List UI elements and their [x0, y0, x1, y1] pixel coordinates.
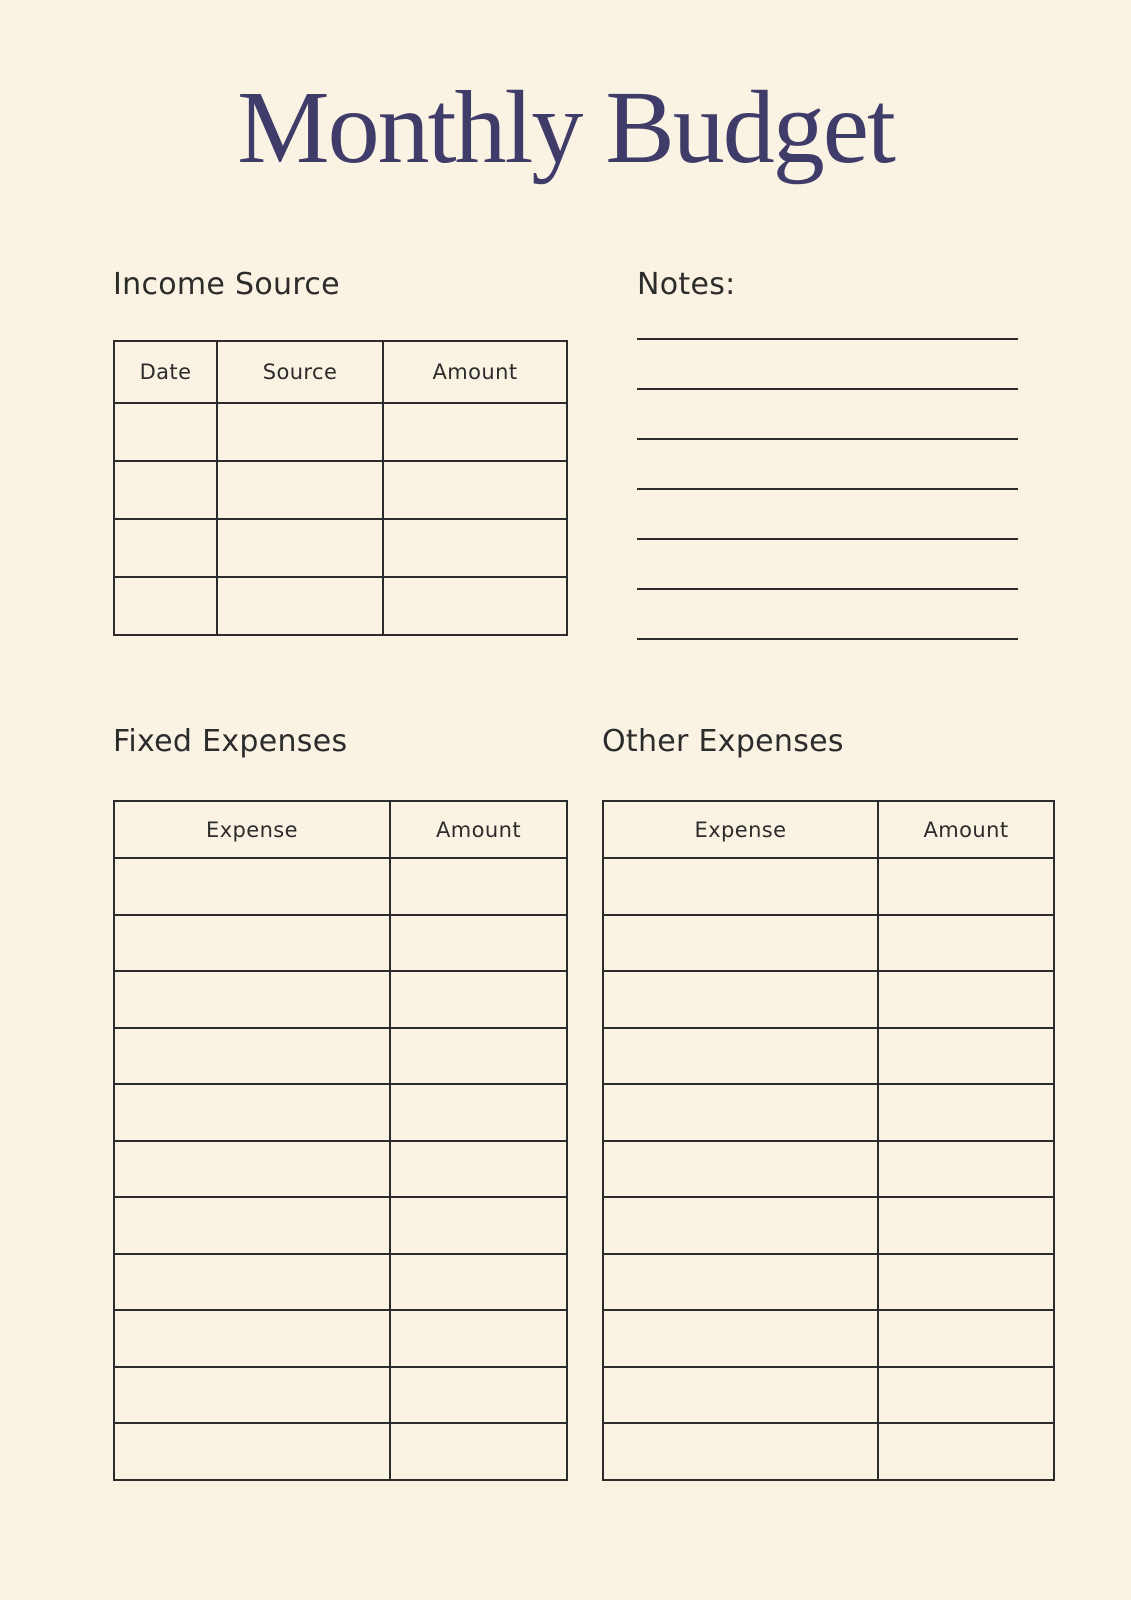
- empty-cell: [383, 461, 567, 519]
- fixed-expenses-heading: Fixed Expenses: [113, 724, 348, 759]
- notes-line: [637, 438, 1018, 440]
- empty-cell: [217, 461, 383, 519]
- empty-cell: [114, 1028, 390, 1085]
- empty-cell: [390, 1141, 567, 1198]
- income-column-amount: Amount: [383, 341, 567, 403]
- table-row: [114, 577, 567, 635]
- table-row: [603, 1423, 1054, 1480]
- notes-line: [637, 488, 1018, 490]
- empty-cell: [603, 915, 878, 972]
- empty-cell: [878, 858, 1054, 915]
- income-column-date: Date: [114, 341, 217, 403]
- empty-cell: [390, 1423, 567, 1480]
- empty-cell: [114, 1141, 390, 1198]
- income-source-header-row: [114, 341, 567, 403]
- empty-cell: [390, 1254, 567, 1311]
- empty-cell: [383, 577, 567, 635]
- empty-cell: [878, 1197, 1054, 1254]
- notes-lines: [637, 338, 1018, 688]
- income-source-rows: [114, 403, 567, 635]
- fixed-expenses-table: [113, 800, 568, 1481]
- empty-cell: [383, 519, 567, 577]
- empty-cell: [390, 1310, 567, 1367]
- other-expenses-heading: Other Expenses: [602, 724, 844, 759]
- empty-cell: [603, 1423, 878, 1480]
- table-row: [114, 403, 567, 461]
- table-row: [114, 1423, 567, 1480]
- empty-cell: [603, 1028, 878, 1085]
- other-column-expense: Expense: [603, 801, 878, 858]
- empty-cell: [603, 1141, 878, 1198]
- empty-cell: [603, 1197, 878, 1254]
- notes-line: [637, 388, 1018, 390]
- empty-cell: [217, 403, 383, 461]
- table-row: [114, 915, 567, 972]
- empty-cell: [217, 519, 383, 577]
- empty-cell: [114, 1367, 390, 1424]
- empty-cell: [390, 1197, 567, 1254]
- empty-cell: [114, 461, 217, 519]
- empty-cell: [114, 519, 217, 577]
- table-row: [603, 1254, 1054, 1311]
- notes-line: [637, 638, 1018, 640]
- empty-cell: [390, 858, 567, 915]
- empty-cell: [114, 1254, 390, 1311]
- notes-heading: Notes:: [637, 267, 736, 302]
- empty-cell: [390, 1367, 567, 1424]
- table-row: [114, 1310, 567, 1367]
- table-row: [603, 858, 1054, 915]
- table-row: [603, 1028, 1054, 1085]
- table-row: [114, 1028, 567, 1085]
- notes-line: [637, 538, 1018, 540]
- empty-cell: [114, 915, 390, 972]
- empty-cell: [878, 1141, 1054, 1198]
- empty-cell: [390, 915, 567, 972]
- empty-cell: [390, 1028, 567, 1085]
- other-column-amount: Amount: [878, 801, 1054, 858]
- notes-line: [637, 338, 1018, 340]
- table-row: [114, 971, 567, 1028]
- table-row: [603, 1197, 1054, 1254]
- empty-cell: [878, 1028, 1054, 1085]
- empty-cell: [114, 1423, 390, 1480]
- empty-cell: [114, 1197, 390, 1254]
- table-row: [114, 461, 567, 519]
- empty-cell: [114, 1084, 390, 1141]
- empty-cell: [878, 1084, 1054, 1141]
- empty-cell: [114, 971, 390, 1028]
- empty-cell: [603, 971, 878, 1028]
- empty-cell: [383, 403, 567, 461]
- empty-cell: [114, 1310, 390, 1367]
- empty-cell: [878, 1310, 1054, 1367]
- empty-cell: [603, 1084, 878, 1141]
- empty-cell: [114, 858, 390, 915]
- fixed-column-amount: Amount: [390, 801, 567, 858]
- empty-cell: [603, 858, 878, 915]
- table-row: [603, 1367, 1054, 1424]
- income-source-heading: Income Source: [113, 267, 340, 302]
- empty-cell: [603, 1310, 878, 1367]
- empty-cell: [603, 1367, 878, 1424]
- empty-cell: [878, 1367, 1054, 1424]
- table-row: [603, 1084, 1054, 1141]
- other-expenses-table: [602, 800, 1055, 1481]
- table-row: [114, 1367, 567, 1424]
- empty-cell: [217, 577, 383, 635]
- other-expenses-rows: [603, 858, 1054, 1480]
- table-row: [114, 1141, 567, 1198]
- empty-cell: [114, 577, 217, 635]
- fixed-expenses-header-row: [114, 801, 567, 858]
- other-expenses-header-row: [603, 801, 1054, 858]
- fixed-column-expense: Expense: [114, 801, 390, 858]
- empty-cell: [878, 915, 1054, 972]
- income-column-source: Source: [217, 341, 383, 403]
- empty-cell: [878, 1254, 1054, 1311]
- empty-cell: [390, 971, 567, 1028]
- table-row: [114, 1197, 567, 1254]
- fixed-expenses-rows: [114, 858, 567, 1480]
- table-row: [603, 915, 1054, 972]
- page-title: Monthly Budget: [237, 70, 894, 185]
- empty-cell: [390, 1084, 567, 1141]
- notes-line: [637, 588, 1018, 590]
- table-row: [114, 1254, 567, 1311]
- empty-cell: [603, 1254, 878, 1311]
- empty-cell: [878, 1423, 1054, 1480]
- empty-cell: [878, 971, 1054, 1028]
- table-row: [114, 519, 567, 577]
- table-row: [114, 858, 567, 915]
- table-row: [603, 1310, 1054, 1367]
- table-row: [603, 971, 1054, 1028]
- table-row: [114, 1084, 567, 1141]
- income-source-table: [113, 340, 568, 636]
- empty-cell: [114, 403, 217, 461]
- table-row: [603, 1141, 1054, 1198]
